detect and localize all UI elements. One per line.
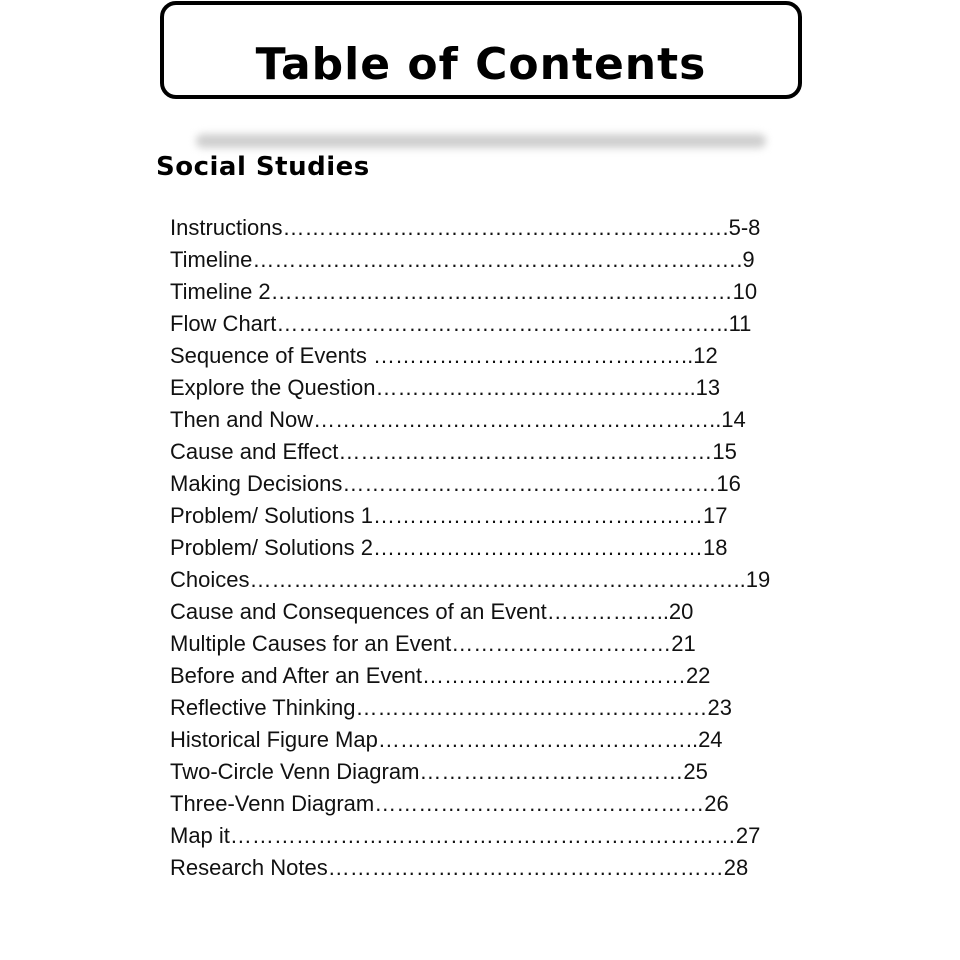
toc-entry-reflective-thinking: Reflective Thinking…………………………………………23	[170, 695, 732, 720]
toc-entry-cause-and-effect: Cause and Effect……………………………………………15	[170, 439, 737, 464]
toc-entry-research-notes: Research Notes………………………………………………28	[170, 855, 749, 880]
toc-entry-instructions: Instructions…………………………………………………….5-8	[170, 215, 761, 240]
toc-entry-two-circle-venn: Two-Circle Venn Diagram………………………………25	[170, 759, 708, 784]
toc-entry-before-and-after: Before and After an Event………………………………22	[170, 663, 711, 688]
section-heading: Social Studies	[156, 152, 370, 182]
toc-entry-timeline: Timeline………………………………………………………….9	[170, 247, 755, 272]
toc-list	[170, 212, 770, 884]
toc-entry-making-decisions: Making Decisions……………………………………………16	[170, 471, 741, 496]
toc-entry-problem-solutions-2: Problem/ Solutions 2………………………………………18	[170, 535, 728, 560]
toc-entry-three-venn: Three-Venn Diagram………………………………………26	[170, 791, 729, 816]
decorative-shadow-bar	[196, 134, 766, 148]
toc-entry-map-it: Map it……………………………………………………………27	[170, 823, 761, 848]
toc-entry-explore-the-question: Explore the Question……………………………………..13	[170, 375, 721, 400]
title-banner	[160, 1, 802, 99]
toc-entry-timeline-2: Timeline 2………………………………………………………10	[170, 279, 758, 304]
toc-entry-then-and-now: Then and Now………………………………………………..14	[170, 407, 746, 432]
toc-entry-sequence-of-events: Sequence of Events ……………………………………..12	[170, 343, 718, 368]
toc-entry-historical-figure-map: Historical Figure Map……………………………………..24	[170, 727, 723, 752]
page-title: Table of Contents	[255, 39, 707, 90]
toc-entry-flow-chart: Flow Chart……………………………………………………..11	[170, 311, 752, 336]
toc-entry-multiple-causes: Multiple Causes for an Event…………………………21	[170, 631, 696, 656]
toc-entry-problem-solutions-1: Problem/ Solutions 1………………………………………17	[170, 503, 728, 528]
toc-entry-cause-and-consequences: Cause and Consequences of an Event……………..20	[170, 599, 694, 624]
toc-entry-choices: Choices…………………………………………………………..19	[170, 567, 771, 592]
